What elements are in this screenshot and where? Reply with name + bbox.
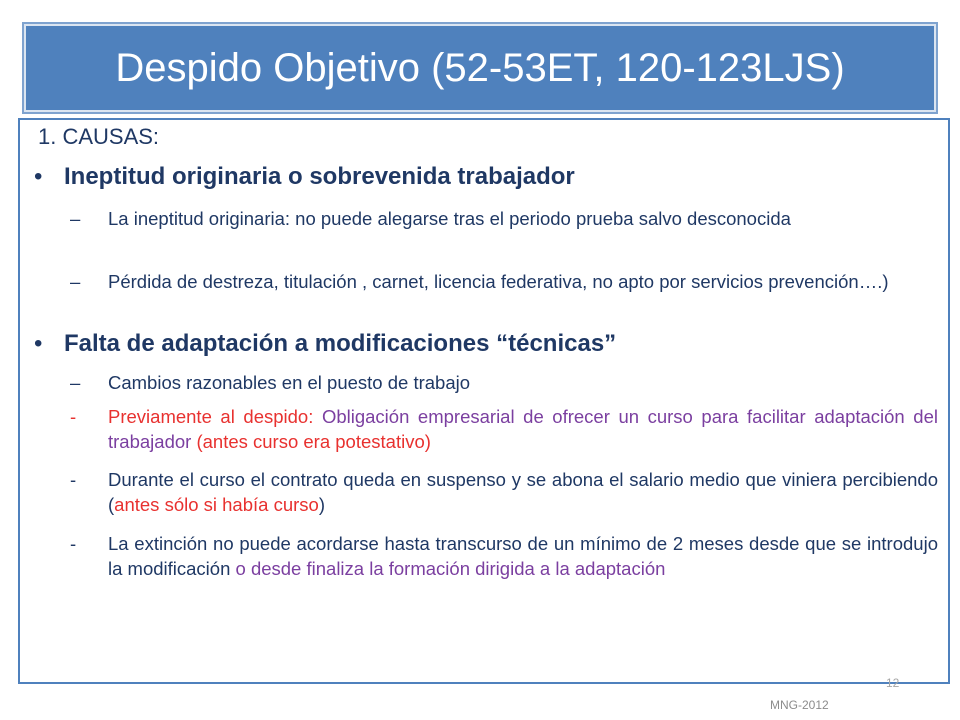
sub-item [70, 206, 938, 231]
plain-text: ) [318, 494, 325, 515]
sub-item-text: La ineptitud originaria: no puede alegarse tras el periodo prueba salvo desconocida [108, 208, 791, 229]
content-box [18, 118, 950, 684]
title-banner [22, 22, 938, 114]
hyphen-marker: - [70, 533, 77, 554]
plain-text: Durante el curso el contrato queda en suspenso y se abona el salario medio que viniera percibiendo ( [108, 469, 938, 515]
bullet-text: Falta de adaptación a modificaciones “técnicas” [64, 330, 617, 357]
plain-text: La extinción no puede acordarse hasta transcurso de un mínimo de 2 meses desde que se introdujo la modificación [108, 533, 938, 579]
footer-text: MNG-2012 [770, 698, 829, 712]
sub-item [70, 467, 938, 517]
sub-item-text [108, 467, 938, 517]
page-number: 12 [886, 676, 900, 690]
sub-item [70, 531, 938, 581]
purple-text: Obligación empresarial de ofrecer un curso para facilitar adaptación del trabajador [108, 406, 938, 452]
dash-marker: – [70, 208, 81, 229]
hyphen-marker: - [70, 469, 77, 490]
slide-title: Despido Objetivo (52-53ET, 120-123LJS) [115, 45, 845, 90]
sub-item [70, 269, 938, 294]
sub-item-text: Pérdida de destreza, titulación , carnet, licencia federativa, no apto por servicios prevención….) [108, 271, 889, 292]
purple-text: o desde finaliza la formación dirigida a la adaptación [235, 558, 666, 579]
bullet-text: Ineptitud originaria o sobrevenida trabajador [64, 163, 575, 190]
sub-item [70, 404, 938, 454]
dash-marker: – [70, 271, 81, 292]
red-text: antes sólo si había curso [114, 494, 319, 515]
sub-item-text: Cambios razonables en el puesto de trabajo [108, 372, 471, 393]
red-text: (antes curso era potestativo) [196, 431, 431, 452]
sub-item-text [108, 531, 938, 581]
sub-item [70, 370, 938, 395]
section-heading: 1. CAUSAS: [38, 124, 160, 149]
bullet-icon: • [34, 163, 43, 190]
bullet-icon: • [34, 330, 43, 357]
hyphen-marker: - [70, 406, 77, 427]
red-text: Previamente al despido: [108, 406, 322, 427]
sub-item-text [108, 404, 938, 454]
dash-marker: – [70, 372, 81, 393]
